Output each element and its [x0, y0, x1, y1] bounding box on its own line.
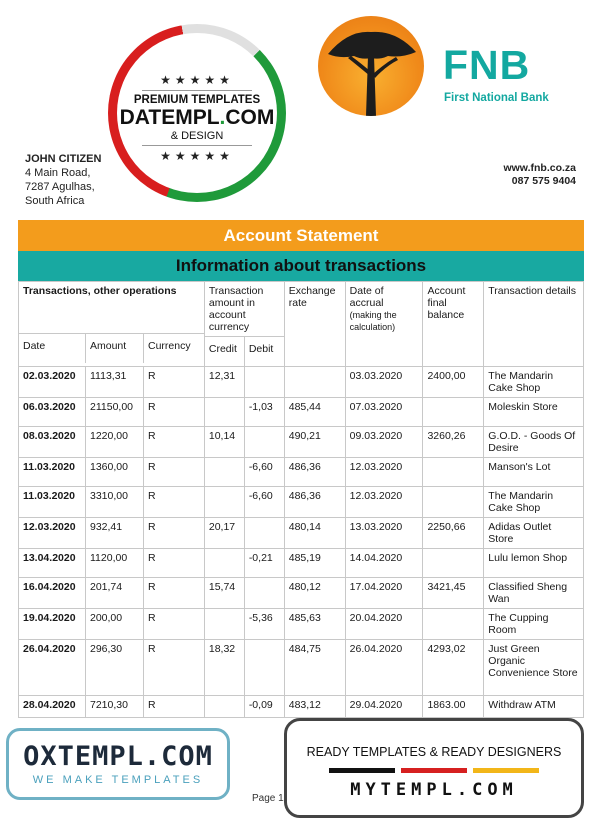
table-row	[19, 487, 584, 518]
cell-date: 16.04.2020	[19, 578, 86, 609]
bank-name: First National Bank	[444, 92, 549, 104]
header-amount-in-currency: Transaction amount in account currency	[204, 282, 284, 337]
cell-credit	[204, 696, 244, 718]
badge-stars-top: ★★★★★	[160, 73, 234, 87]
cell-amount: 1113,31	[85, 367, 143, 398]
cell-credit	[204, 458, 244, 487]
cell-balance: 3421,45	[423, 578, 484, 609]
bank-website: www.fnb.co.za	[503, 162, 576, 174]
cell-debit: -6,60	[244, 487, 284, 518]
cell-amount: 21150,00	[85, 398, 143, 427]
header-debit: Debit	[244, 337, 284, 367]
cell-currency: R	[143, 398, 204, 427]
header-date-of-accrual	[345, 282, 423, 367]
cell-amount: 1360,00	[85, 458, 143, 487]
cell-date: 26.04.2020	[19, 640, 86, 696]
fnb-wordmark: FNB	[443, 42, 531, 88]
cell-date: 11.03.2020	[19, 458, 86, 487]
bar-red	[401, 768, 467, 773]
cell-debit	[244, 640, 284, 696]
header-currency: Currency	[148, 340, 191, 352]
acacia-tree-icon	[318, 16, 424, 116]
header-date: Date	[19, 334, 86, 363]
cell-amount: 296,30	[85, 640, 143, 696]
badge-brand-b: COM	[225, 106, 275, 129]
cell-details: Manson's Lot	[484, 458, 584, 487]
cell-details: The Mandarin Cake Shop	[484, 487, 584, 518]
cell-rate: 480,12	[284, 578, 345, 609]
cell-balance	[423, 487, 484, 518]
cell-details: Lulu lemon Shop	[484, 549, 584, 578]
cell-credit: 10,14	[204, 427, 244, 458]
address-line: South Africa	[25, 195, 85, 207]
statement-subtitle: Information about transactions	[18, 251, 584, 281]
cell-date: 06.03.2020	[19, 398, 86, 427]
cell-amount: 1120,00	[85, 549, 143, 578]
customer-address-block	[25, 152, 101, 208]
cell-balance: 2250,66	[423, 518, 484, 549]
oxtempl-title: OXTEMPL.COM	[23, 741, 213, 772]
header-date-of-accrual-note: (making the calculation)	[349, 310, 397, 332]
cell-balance: 1863.00	[423, 696, 484, 718]
cell-rate: 486,36	[284, 487, 345, 518]
cell-accrual: 29.04.2020	[345, 696, 423, 718]
badge-inner	[117, 33, 277, 193]
mytempl-watermark-badge	[284, 718, 584, 818]
table-row	[19, 609, 584, 640]
cell-currency: R	[143, 458, 204, 487]
cell-details: Adidas Outlet Store	[484, 518, 584, 549]
cell-credit	[204, 487, 244, 518]
bank-contact-block	[503, 162, 576, 188]
cell-details: Withdraw ATM	[484, 696, 584, 718]
badge-brand-dot: .	[219, 106, 226, 129]
cell-debit	[244, 367, 284, 398]
cell-accrual: 20.04.2020	[345, 609, 423, 640]
address-line: 7287 Agulhas,	[25, 181, 95, 193]
cell-date: 13.04.2020	[19, 549, 86, 578]
cell-balance	[423, 549, 484, 578]
cell-currency: R	[143, 640, 204, 696]
cell-date: 11.03.2020	[19, 487, 86, 518]
cell-balance	[423, 398, 484, 427]
oxtempl-watermark-badge	[6, 728, 230, 800]
table-row	[19, 398, 584, 427]
cell-amount: 1220,00	[85, 427, 143, 458]
header-final-balance: Account final balance	[423, 282, 484, 367]
table-row	[19, 578, 584, 609]
address-line: 4 Main Road,	[25, 167, 91, 179]
cell-currency: R	[143, 578, 204, 609]
cell-credit	[204, 398, 244, 427]
cell-credit: 18,32	[204, 640, 244, 696]
cell-date: 02.03.2020	[19, 367, 86, 398]
cell-debit: -6,60	[244, 458, 284, 487]
table-group-header-row	[19, 282, 584, 337]
cell-details: The Mandarin Cake Shop	[484, 367, 584, 398]
cell-accrual: 09.03.2020	[345, 427, 423, 458]
badge-design-text: & DESIGN	[170, 130, 224, 142]
cell-rate: 490,21	[284, 427, 345, 458]
cell-date: 12.03.2020	[19, 518, 86, 549]
cell-accrual: 14.04.2020	[345, 549, 423, 578]
cell-debit: -0,21	[244, 549, 284, 578]
bank-phone: 087 575 9404	[511, 175, 576, 187]
header-exchange-rate: Exchange rate	[284, 282, 345, 367]
cell-rate: 483,12	[284, 696, 345, 718]
badge-stars-bottom: ★★★★★	[160, 149, 234, 163]
cell-credit	[204, 549, 244, 578]
cell-accrual: 26.04.2020	[345, 640, 423, 696]
cell-debit	[244, 518, 284, 549]
cell-debit: -0,09	[244, 696, 284, 718]
cell-currency: R	[143, 518, 204, 549]
cell-amount: 200,00	[85, 609, 143, 640]
cell-accrual: 12.03.2020	[345, 458, 423, 487]
cell-date: 28.04.2020	[19, 696, 86, 718]
cell-currency: R	[143, 609, 204, 640]
cell-details: Moleskin Store	[484, 398, 584, 427]
cell-balance	[423, 609, 484, 640]
mytempl-color-bars	[287, 768, 581, 773]
cell-balance: 4293,02	[423, 640, 484, 696]
table-row	[19, 696, 584, 718]
datempl-watermark-badge	[108, 24, 286, 202]
badge-brand-a: DATEMPL	[119, 106, 220, 129]
cell-balance	[423, 458, 484, 487]
cell-accrual: 07.03.2020	[345, 398, 423, 427]
cell-currency: R	[143, 427, 204, 458]
cell-credit: 15,74	[204, 578, 244, 609]
cell-accrual: 12.03.2020	[345, 487, 423, 518]
cell-accrual: 13.03.2020	[345, 518, 423, 549]
header-date-of-accrual-label: Date of accrual	[349, 285, 384, 309]
cell-rate: 484,75	[284, 640, 345, 696]
fnb-acacia-tree-logo-icon	[318, 16, 424, 116]
cell-accrual: 17.04.2020	[345, 578, 423, 609]
cell-balance: 3260,26	[423, 427, 484, 458]
statement-title: Account Statement	[18, 220, 584, 251]
header-transactions-group	[19, 282, 205, 367]
cell-date: 19.04.2020	[19, 609, 86, 640]
page-number: Page 1	[252, 793, 284, 804]
cell-currency: R	[143, 696, 204, 718]
oxtempl-tagline: WE MAKE TEMPLATES	[32, 774, 204, 786]
cell-rate: 480,14	[284, 518, 345, 549]
cell-balance: 2400,00	[423, 367, 484, 398]
header-amount: Amount	[86, 334, 144, 363]
table-row	[19, 640, 584, 696]
cell-details: The Cupping Room	[484, 609, 584, 640]
table-row	[19, 458, 584, 487]
cell-amount: 3310,00	[85, 487, 143, 518]
table-row	[19, 427, 584, 458]
transactions-body	[19, 367, 584, 718]
cell-date: 08.03.2020	[19, 427, 86, 458]
cell-amount: 7210,30	[85, 696, 143, 718]
cell-rate: 485,19	[284, 549, 345, 578]
badge-brand-text	[117, 106, 277, 130]
badge-divider	[142, 145, 252, 146]
customer-name: JOHN CITIZEN	[25, 153, 102, 165]
bar-black	[329, 768, 395, 773]
cell-rate	[284, 367, 345, 398]
cell-credit: 20,17	[204, 518, 244, 549]
cell-accrual: 03.03.2020	[345, 367, 423, 398]
cell-debit	[244, 427, 284, 458]
cell-currency: R	[143, 367, 204, 398]
cell-currency: R	[143, 487, 204, 518]
mytempl-tagline: READY TEMPLATES & READY DESIGNERS	[306, 745, 562, 759]
badge-divider	[142, 90, 252, 91]
bar-yellow	[473, 768, 539, 773]
cell-credit	[204, 609, 244, 640]
cell-rate: 485,63	[284, 609, 345, 640]
cell-rate: 486,36	[284, 458, 345, 487]
transactions-table	[18, 281, 584, 718]
cell-details: G.O.D. - Goods Of Desire	[484, 427, 584, 458]
header-sub-row	[19, 333, 204, 363]
cell-currency: R	[143, 549, 204, 578]
table-row	[19, 549, 584, 578]
mytempl-title: MYTEMPL.COM	[350, 780, 518, 800]
header-transaction-details: Transaction details	[484, 282, 584, 367]
cell-debit	[244, 578, 284, 609]
cell-amount: 932,41	[85, 518, 143, 549]
cell-details: Classified Sheng Wan	[484, 578, 584, 609]
cell-credit: 12,31	[204, 367, 244, 398]
cell-rate: 485,44	[284, 398, 345, 427]
table-row	[19, 367, 584, 398]
cell-debit: -5,36	[244, 609, 284, 640]
table-row	[19, 518, 584, 549]
cell-details: Just Green Organic Convenience Store	[484, 640, 584, 696]
cell-amount: 201,74	[85, 578, 143, 609]
header-credit: Credit	[204, 337, 244, 367]
badge-premium-text: PREMIUM TEMPLATES	[133, 94, 261, 106]
cell-debit: -1,03	[244, 398, 284, 427]
header-transactions-label: Transactions, other operations	[23, 285, 177, 297]
